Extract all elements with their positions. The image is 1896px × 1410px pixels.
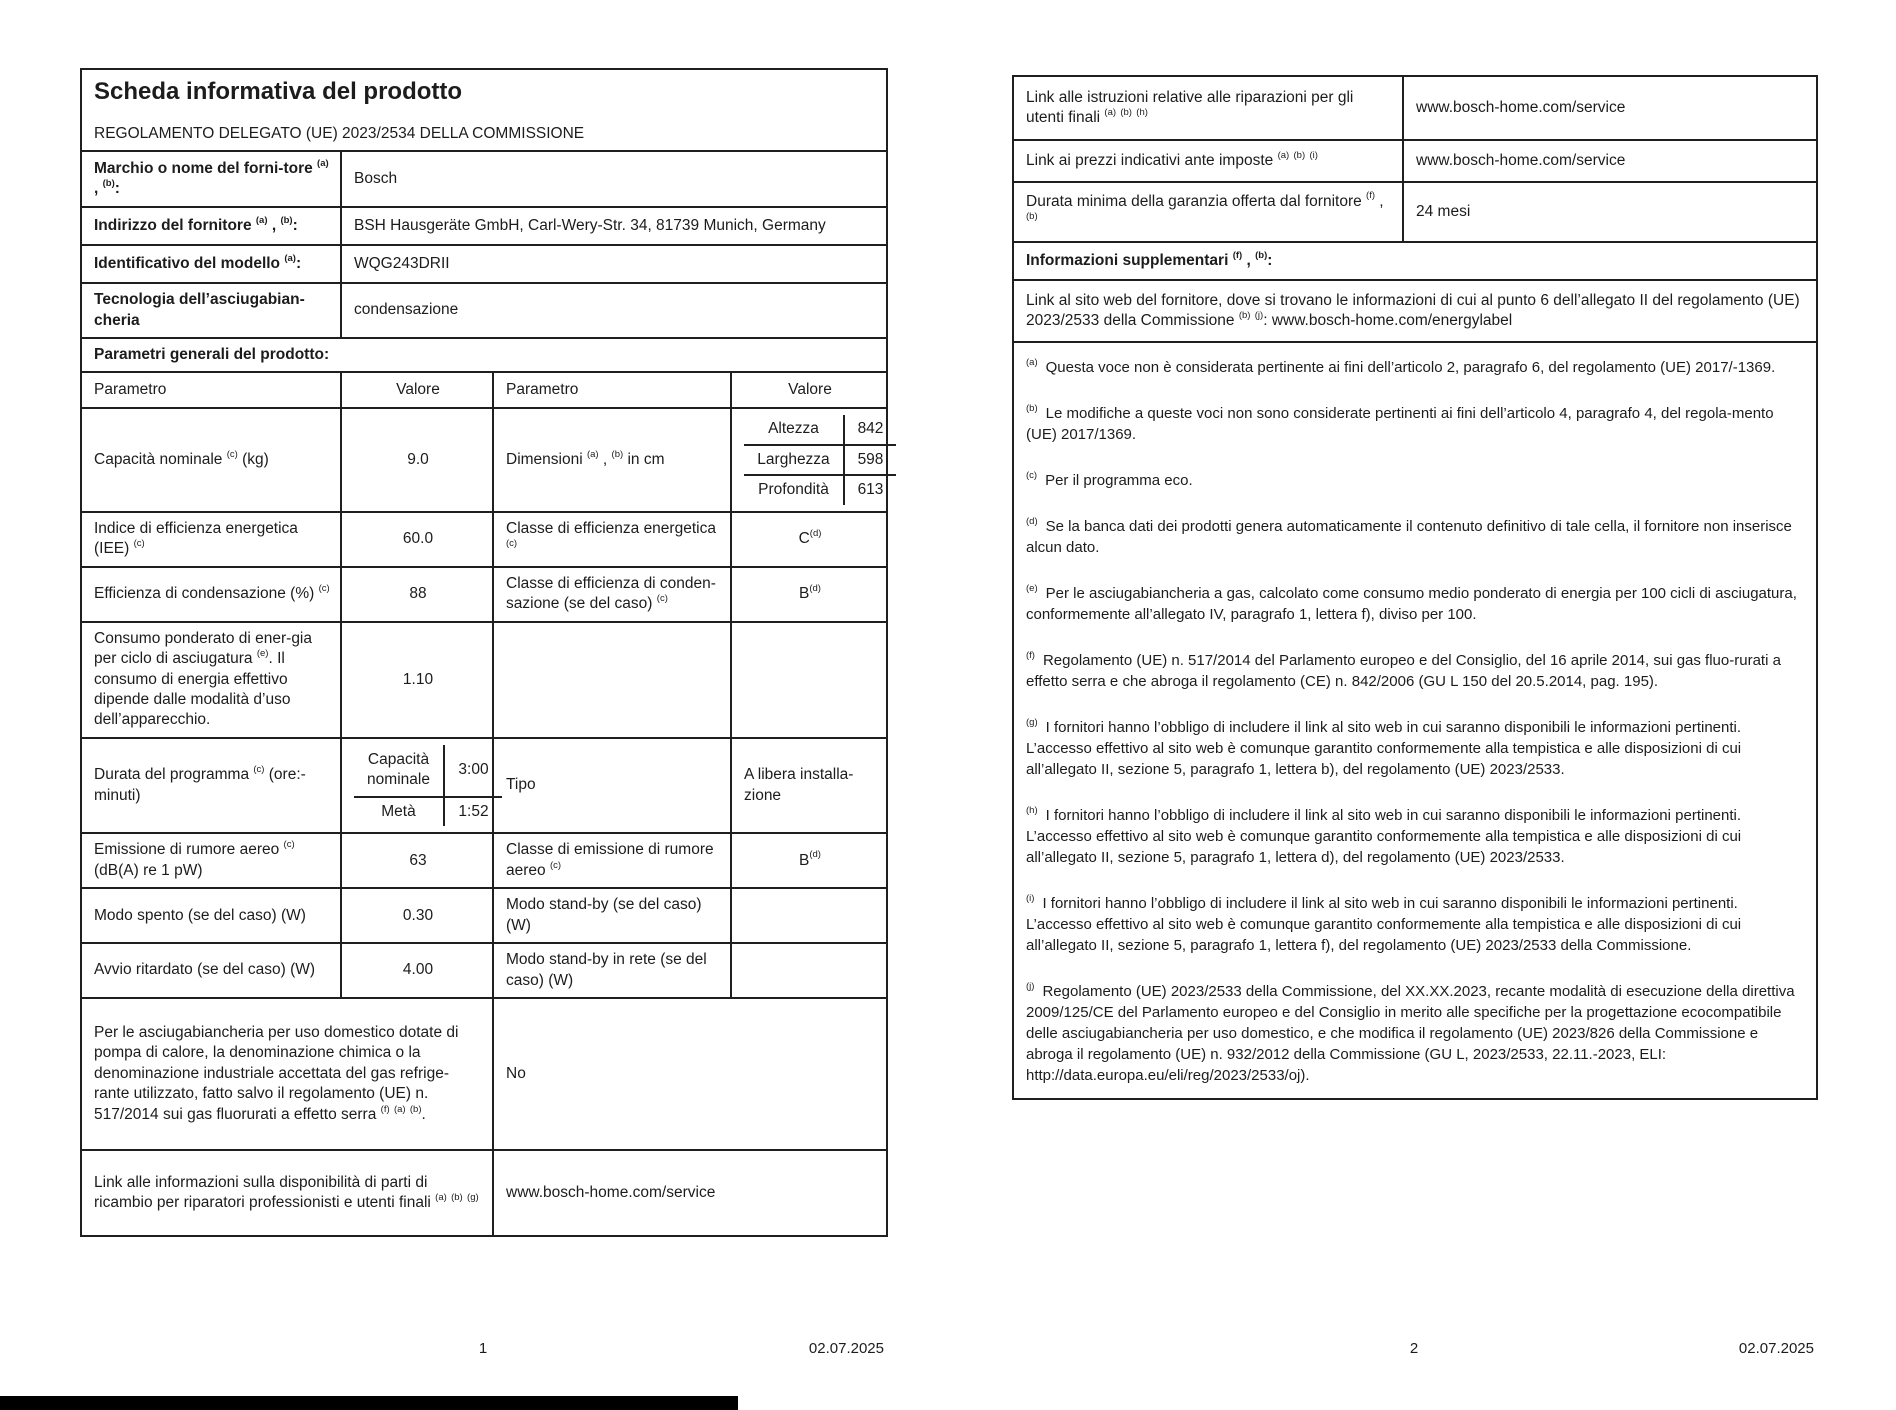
dimension-width-label: Larghezza — [744, 445, 844, 475]
dimensions-label: Dimensioni $^{(a)}$ , $^{(b)}$ in cm — [493, 408, 731, 511]
page2-number: 2 — [1409, 1340, 1419, 1357]
supplementary-header-row — [1013, 242, 1817, 280]
noise-class-value: $B^{(d)}$ — [731, 833, 887, 888]
supplementary-info-table — [1012, 75, 1818, 1100]
spare-parts-link[interactable]: www.bosch-home.com/service — [493, 1150, 887, 1236]
refrigerant-value: No — [493, 998, 887, 1150]
condensation-class-label: Classe di efficienza di conden-sazione (se del caso) $^{(c)}$ — [493, 567, 731, 622]
page2-date: 02.07.2025 — [1738, 1340, 1814, 1357]
footnote-h: $^{(h)}$ I fornitori hanno l’obbligo di includere il link al sito web in cui saranno disponibili le informazioni pertinenti. L’accesso effettivo al sito web è comunque garantito conformemente alla tempistica e alle disposizioni di cui all’allegato II, sezione 5, paragrafo 1, lettera d), del regolamento (UE) 2023/2533. — [1026, 805, 1742, 866]
footnotes-row — [1013, 342, 1817, 1099]
col-header-parametro-1: Parametro — [81, 372, 341, 408]
noise-row — [81, 833, 887, 888]
technology-row — [81, 283, 887, 338]
duration-rated-value: 3:00 — [444, 745, 502, 797]
consumption-label: Consumo ponderato di ener-gia per ciclo di asciugatura $^{(e)}$. Il consumo di energia effettivo dipende dalle modalità d’uso dell’apparecchio. — [81, 622, 341, 738]
dimension-width-value: 598 — [844, 445, 896, 475]
model-label: Identificativo del modello $^{(a)}$: — [81, 245, 341, 283]
spare-parts-label: Link alle informazioni sulla disponibilità di parti di ricambio per riparatori professionisti e utenti finali $^{(a)}$ $^{(b)}$ $^{(g)}$ — [81, 1150, 493, 1236]
condensation-value: 88 — [341, 567, 493, 622]
footnote-f: $^{(f)}$ Regolamento (UE) n. 517/2014 del Parlamento europeo e del Consiglio, del 16 aprile 2014, sui gas fluo-rurati a effetto serra e che abroga il regolamento (CE) n. 842/2006 (GU L 150 del 20.5.2014, pag. 195). — [1026, 650, 1781, 690]
duration-subtable-cell — [341, 738, 493, 833]
page1-footer — [80, 1340, 886, 1360]
duration-half-row — [354, 797, 502, 826]
dimension-depth-label: Profondità — [744, 475, 844, 504]
energy-efficiency-row — [81, 512, 887, 567]
off-mode-value: 0.30 — [341, 888, 493, 943]
standby-label: Modo stand-by (se del caso) (W) — [493, 888, 731, 943]
product-sheet-page-2 — [1012, 75, 1816, 1100]
address-label: Indirizzo del fornitore $^{(a)}$ , $^{(b)}$: — [81, 207, 341, 245]
bottom-bar — [0, 1396, 738, 1410]
supplier-website-text[interactable]: Link al sito web del fornitore, dove si trovano le informazioni di cui al punto 6 dell’allegato II del regolamento (UE) 2023/2533 della Commissione $^{(b)}$ $^{(j)}$: www.bosch-home.com/energylabel — [1013, 280, 1817, 342]
consumption-value: 1.10 — [341, 622, 493, 738]
dimension-height-value: 842 — [844, 415, 896, 444]
brand-value: Bosch — [341, 151, 887, 207]
footnote-a: $^{(a)}$ Questa voce non è considerata pertinente ai fini dell’articolo 2, paragrafo 6, del regolamento (UE) 2017/-1369. — [1026, 357, 1776, 376]
footnote-d: $^{(d)}$ Se la banca dati dei prodotti genera automaticamente il contenuto definitivo di tale cella, il fornitore non inserisce alcun dato. — [1026, 516, 1792, 556]
standby-value — [731, 888, 887, 943]
model-value: WQG243DRII — [341, 245, 887, 283]
refrigerant-row — [81, 998, 887, 1150]
address-value: BSH Hausgeräte GmbH, Carl-Wery-Str. 34, 81739 Munich, Germany — [341, 207, 887, 245]
technology-value: condensazione — [341, 283, 887, 338]
duration-rated-row — [354, 745, 502, 797]
page-title: Scheda informativa del prodotto — [94, 78, 463, 105]
dimension-height-row — [744, 415, 896, 444]
col-header-valore-1: Valore — [341, 372, 493, 408]
type-label: Tipo — [493, 738, 731, 833]
indicative-prices-label: Link ai prezzi indicativi ante imposte $^{(a)}$ $^{(b)}$ $^{(i)}$ — [1013, 140, 1403, 182]
col-header-parametro-2: Parametro — [493, 372, 731, 408]
dimension-depth-value: 613 — [844, 475, 896, 504]
duration-subtable — [354, 745, 502, 826]
noise-class-label: Classe di emissione di rumore aereo $^{(c)}$ — [493, 833, 731, 888]
consumption-empty-label — [493, 622, 731, 738]
condensation-efficiency-row — [81, 567, 887, 622]
duration-half-label: Metà — [354, 797, 444, 826]
col-header-valore-2: Valore — [731, 372, 887, 408]
footnote-i: $^{(i)}$ I fornitori hanno l’obbligo di includere il link al sito web in cui saranno disponibili le informazioni pertinenti. L’accesso effettivo al sito web è comunque garantito conformemente alla tempistica e alle disposizioni di cui all’allegato II, sezione 5, paragrafo 1, lettera f), del regolamento (UE) 2023/2533 della Commissione. — [1026, 893, 1742, 954]
duration-label: Durata del programma $^{(c)}$ (ore:-minuti) — [81, 738, 341, 833]
indicative-prices-link[interactable]: www.bosch-home.com/service — [1403, 140, 1817, 182]
consumption-empty-value — [731, 622, 887, 738]
page2-footer — [1012, 1340, 1816, 1360]
supplementary-info-header: Informazioni supplementari $^{(f)}$ , $^{(b)}$: — [1013, 242, 1817, 280]
warranty-value: 24 mesi — [1403, 182, 1817, 242]
supplier-website-row — [1013, 280, 1817, 342]
capacity-dimensions-row — [81, 408, 887, 511]
supplier-brand-row — [81, 151, 887, 207]
general-parameters-header: Parametri generali del prodotto: — [81, 338, 887, 372]
column-header-row — [81, 372, 887, 408]
network-standby-value — [731, 943, 887, 998]
dimensions-subtable — [744, 415, 896, 504]
warranty-row — [1013, 182, 1817, 242]
footnote-g: $^{(g)}$ I fornitori hanno l’obbligo di includere il link al sito web in cui saranno disponibili le informazioni pertinenti. L’accesso effettivo al sito web è comunque garantito conformemente alla tempistica e alle disposizioni di cui all’allegato II, sezione 5, paragrafo 1, lettera b), del regolamento (UE) 2023/2533. — [1026, 717, 1742, 778]
dimension-width-row — [744, 445, 896, 475]
title-row — [81, 69, 887, 151]
technology-label: Tecnologia dell’asciugabian-cheria — [81, 283, 341, 338]
spare-parts-link-row — [81, 1150, 887, 1236]
brand-label: Marchio o nome del forni-tore $^{(a)}$ , $^{(b)}$: — [81, 151, 341, 207]
model-id-row — [81, 245, 887, 283]
footnote-j: $^{(j)}$ Regolamento (UE) 2023/2533 della Commissione, del XX.XX.2023, recante modalità di esecuzione della direttiva 2009/125/CE del Parlamento europeo e del Consiglio in merito alle specifiche per la progettazione ecocompatibile delle asciugabiancheria per uso domestico, e che modifica il regolamento (UE) 2023/826 della Commissione e abroga il regolamento (UE) n. 932/2012 della Commissione (GU L, 2023/2533, 22.11.-2023, ELI: http://data.europa.eu/eli/reg/2023/2533/oj). — [1026, 981, 1795, 1084]
delay-start-label: Avvio ritardato (se del caso) (W) — [81, 943, 341, 998]
program-duration-row — [81, 738, 887, 833]
repair-instructions-row — [1013, 76, 1817, 140]
product-info-table — [80, 68, 888, 1237]
refrigerant-label: Per le asciugabiancheria per uso domestico dotate di pompa di calore, la denominazione chimica o la denominazione industriale accettata del gas refrige-rante utilizzato, fatto salvo il regolamento (UE) n. 517/2014 sui gas fluorurati a effetto serra $^{(f)}$ $^{(a)}$ $^{(b)}$. — [81, 998, 493, 1150]
footnote-e: $^{(e)}$ Per le asciugabiancheria a gas, calcolato come consumo medio ponderato di energia per 100 cicli di asciugatura, conformemente all’allegato IV, paragrafo 1, lettera f), diviso per 100. — [1026, 583, 1797, 623]
footnotes-block — [1013, 342, 1817, 1099]
delay-start-value: 4.00 — [341, 943, 493, 998]
page1-date: 02.07.2025 — [808, 1340, 884, 1357]
delay-start-row — [81, 943, 887, 998]
regulation-subtitle: REGOLAMENTO DELEGATO (UE) 2023/2534 DELLA COMMISSIONE — [94, 124, 585, 142]
energy-class-label: Classe di efficienza energetica $^{(c)}$ — [493, 512, 731, 567]
warranty-label: Durata minima della garanzia offerta dal fornitore $^{(f)}$ , $^{(b)}$ — [1013, 182, 1403, 242]
dimensions-subtable-cell — [731, 408, 887, 511]
section-header-row — [81, 338, 887, 372]
iee-value: 60.0 — [341, 512, 493, 567]
dimension-height-label: Altezza — [768, 420, 819, 438]
condensation-label: Efficienza di condensazione (%) $^{(c)}$ — [81, 567, 341, 622]
dimension-depth-row — [744, 475, 896, 504]
duration-half-value: 1:52 — [444, 797, 502, 826]
title-cell — [81, 69, 887, 151]
repair-instructions-link[interactable]: www.bosch-home.com/service — [1403, 76, 1817, 140]
off-mode-label: Modo spento (se del caso) (W) — [81, 888, 341, 943]
footnote-b: $^{(b)}$ Le modifiche a queste voci non sono considerate pertinenti ai fini dell’articolo 4, paragrafo 4, del regola-mento (UE) 2017/1369. — [1026, 403, 1774, 443]
product-sheet-page-1 — [80, 68, 886, 1237]
type-value: A libera installa-zione — [731, 738, 887, 833]
energy-class-value: $C^{(d)}$ — [731, 512, 887, 567]
repair-instructions-label: Link alle istruzioni relative alle riparazioni per gli utenti finali $^{(a)}$ $^{(b)}$ $^{(h)}$ — [1013, 76, 1403, 140]
noise-value: 63 — [341, 833, 493, 888]
footnote-c: $^{(c)}$ Per il programma eco. — [1026, 470, 1193, 489]
capacity-value: 9.0 — [341, 408, 493, 511]
duration-rated-label: Capacità nominale — [367, 750, 430, 789]
energy-consumption-row — [81, 622, 887, 738]
iee-label: Indice di efficienza energetica (IEE) $^{(c)}$ — [81, 512, 341, 567]
off-mode-row — [81, 888, 887, 943]
condensation-class-value: $B^{(d)}$ — [731, 567, 887, 622]
supplier-address-row — [81, 207, 887, 245]
capacity-label: Capacità nominale $^{(c)}$ (kg) — [81, 408, 341, 511]
indicative-prices-row — [1013, 140, 1817, 182]
network-standby-label: Modo stand-by in rete (se del caso) (W) — [493, 943, 731, 998]
page1-number: 1 — [478, 1340, 488, 1357]
noise-label: Emissione di rumore aereo $^{(c)}$ (dB(A) re 1 pW) — [81, 833, 341, 888]
